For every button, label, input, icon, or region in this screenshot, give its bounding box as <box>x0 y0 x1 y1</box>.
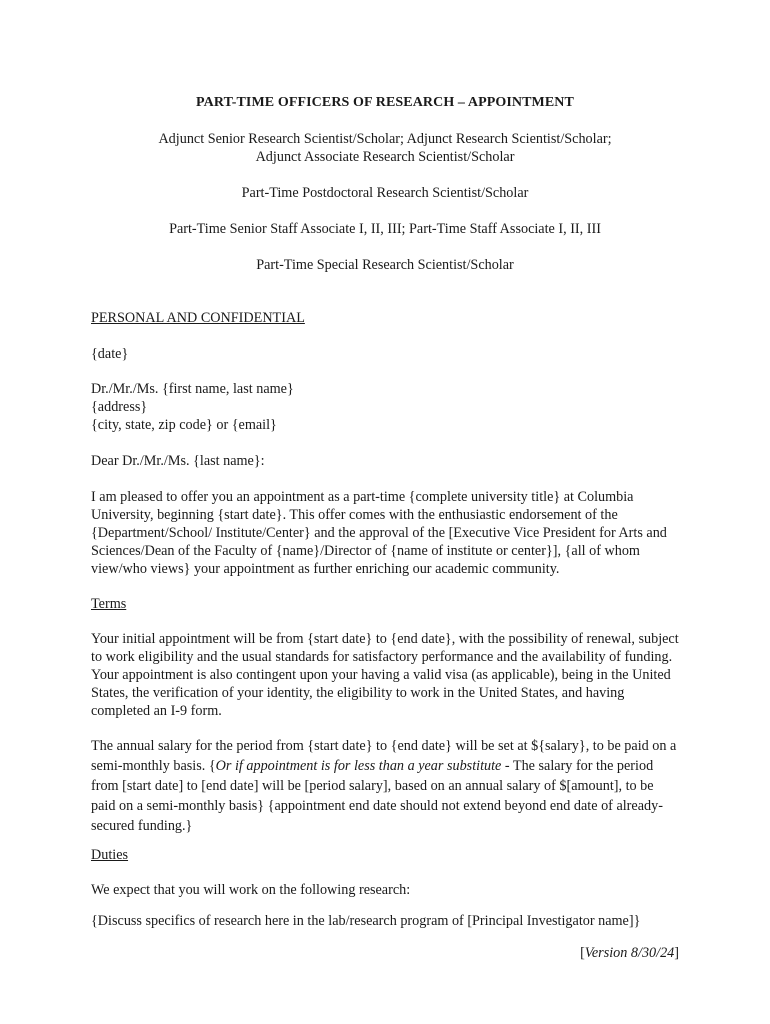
salary-paragraph <box>91 736 681 836</box>
terms-paragraph: Your initial appointment will be from {start date} to {end date}, with the possibility of renewal, subject to work eligibility and the usual standards for satisfactory performance and the availability of funding. Your appointment is also contingent upon your having a valid visa (as applicable), being in the United States, the verification of your identity, the eligibility to work in the United States, and having completed an I-9 form. <box>91 631 679 719</box>
duties-paragraph: We expect that you will work on the following research: <box>91 882 411 898</box>
duties-heading: Duties <box>91 847 129 863</box>
version-label: [Version 8/30/24] <box>580 945 679 961</box>
position-title-special-research: Part-Time Special Research Scientist/Scholar <box>256 257 514 273</box>
recipient-name: Dr./Mr./Ms. {first name, last name} <box>91 381 294 397</box>
salary-text-continued: - The salary for the period from [start date] to [end date] will be [period salary], based on an annual salary of $[amount], to be paid on a semi-monthly basis} {appointment end date should not extend beyond end date of already-secured funding.} <box>91 758 663 834</box>
position-title-postdoc: Part-Time Postdoctoral Research Scientist/Scholar <box>241 185 529 201</box>
salary-italic-note: Or if appointment is for less than a year substitute <box>215 758 502 774</box>
document-title: PART-TIME OFFICERS OF RESEARCH – APPOINTMENT <box>196 95 574 110</box>
letter-date: {date} <box>91 346 129 362</box>
research-specifics: {Discuss specifics of research here in the lab/research program of [Principal Investigator name]} <box>91 913 641 929</box>
recipient-address <box>91 380 681 434</box>
version-text: Version 8/30/24 <box>584 945 675 961</box>
position-title-line: Adjunct Senior Research Scientist/Scholar; Adjunct Research Scientist/Scholar; <box>158 131 612 147</box>
salutation: Dear Dr./Mr./Ms. {last name}: <box>91 453 265 469</box>
position-titles-group-1 <box>91 130 679 166</box>
position-title-staff-associate: Part-Time Senior Staff Associate I, II, III; Part-Time Staff Associate I, II, III <box>169 221 601 237</box>
salary-text: The annual salary for the period from {start date} to {end date} will be set at ${salary}, to be paid on a semi-monthly basis. { <box>91 738 677 774</box>
recipient-street: {address} <box>91 399 148 415</box>
intro-paragraph: I am pleased to offer you an appointment as a part-time {complete university title} at Columbia University, beginning {start date}. This offer comes with the enthusiastic endorsement of the {Department/School/ Institute/Center} and the approval of the [Executive Vice President for Arts and Sciences/Dean of the Faculty of {name}/Director of {name of institute or center}], {all of whom view/who views} your appointment as further enriching our academic community. <box>91 489 667 577</box>
confidential-heading: PERSONAL AND CONFIDENTIAL <box>91 310 305 326</box>
recipient-city: {city, state, zip code} or {email} <box>91 417 277 433</box>
position-title-line: Adjunct Associate Research Scientist/Scholar <box>255 149 515 165</box>
terms-heading: Terms <box>91 596 127 612</box>
